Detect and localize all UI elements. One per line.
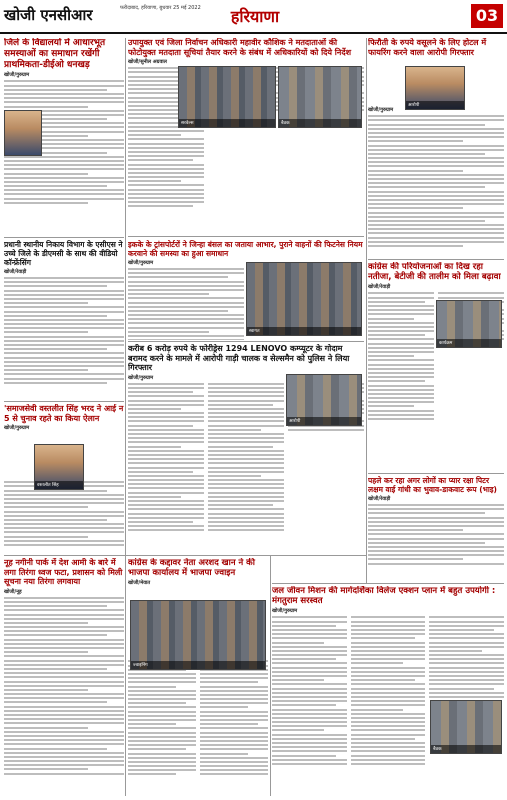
headline: कांग्रेस की परियोजनाओं का दिख रहा नतीजा, बेटीजी की तालीम को मिला बढ़ावा bbox=[368, 262, 501, 283]
article-body bbox=[128, 660, 268, 777]
headline: नूह नगीनी पार्क में देश आमी के बारे में लगा तिरंगा ध्वज फटा, प्रशासन को मिली सूचना नया तिरंगा लगवाया bbox=[4, 558, 123, 587]
byline: खोजी/रेवाड़ी bbox=[4, 269, 27, 275]
byline: खोजी/गुरुग्राम bbox=[368, 107, 394, 114]
row-rule bbox=[368, 473, 504, 474]
photo-transporters bbox=[246, 262, 362, 336]
headline: कांग्रेस के कद्दावर नेता अरशद खान ने की भाजपा कार्यालय में भाजपा ज्वाइन bbox=[128, 558, 255, 579]
photo-voter-meeting bbox=[178, 66, 276, 128]
masthead bbox=[0, 0, 507, 34]
headline: जिले के विद्यालयों में आधारभूत समस्याओं का समाधान रखेंगी प्राथमिकता-डीईओ धनखड़ bbox=[4, 38, 106, 70]
photo-caption: कार्यक्रम bbox=[437, 339, 501, 347]
article-love-of-people bbox=[368, 476, 504, 582]
article-body bbox=[4, 597, 124, 775]
headline: 'समाजसेवी वस्तलीत सिंह भरद ने आई न 5 से चुनाव रहते का किया ऐलान bbox=[4, 404, 124, 423]
byline: खोजी/रेवाड़ी bbox=[368, 284, 391, 291]
row-rule bbox=[4, 237, 124, 238]
byline: खोजी/रेवाड़ी bbox=[368, 496, 391, 502]
headline: इकके के ट्रांसपोर्टरों ने जिन्हा बंसल का जताया आभार, पुराने वाहनों की फिटनेस नियम करवाने की समस्या का हुआ समाधान bbox=[128, 240, 363, 258]
row-rule bbox=[4, 401, 124, 402]
row-rule bbox=[128, 341, 364, 342]
headline: पहले कर रहा अगर लोगों का प्यार रक्षा पिटर लक्षम वाई गांधी का भुवाव-डाकवाट रूप (भाइ) bbox=[368, 476, 497, 494]
article-body bbox=[4, 277, 124, 384]
byline: खोजी/गुरुग्राम bbox=[4, 72, 30, 79]
newspaper-logo: खोजी एनसीआर bbox=[4, 6, 93, 24]
photo-congress-event bbox=[436, 300, 502, 348]
row-rule bbox=[368, 259, 504, 260]
photo-caption: सरवेल्स bbox=[179, 119, 275, 127]
byline: खोजी/गुरुग्राम bbox=[272, 608, 298, 615]
headline: प्रधानी स्थानीय निकाय विभाग के एसीएस ने उच्चे जिले के डीएमसी के साथ की वीडियो कॉन्फ्रेंसिंग bbox=[4, 240, 123, 267]
byline: खोजी/गुरुग्राम bbox=[128, 260, 154, 266]
byline: खोजी/गुरुग्राम bbox=[4, 425, 30, 432]
article-video-conference bbox=[4, 240, 124, 400]
issue-meta: फरीदाबाद, हरियाणा, बुधवार 25 मई 2022 bbox=[120, 5, 201, 11]
photo-caption: ज्वाइनिंग bbox=[131, 661, 265, 669]
photo-lenovo-accused bbox=[286, 374, 362, 426]
photo-officials bbox=[278, 66, 362, 128]
article-body bbox=[4, 481, 124, 546]
byline: खोजी/नूह bbox=[4, 588, 22, 595]
column-rule bbox=[270, 556, 271, 796]
photo-caption: बैठक bbox=[279, 119, 361, 127]
column-rule bbox=[366, 38, 367, 584]
row-rule bbox=[272, 583, 504, 584]
row-rule bbox=[128, 236, 364, 237]
article-jal-jeevan-mission bbox=[272, 586, 504, 796]
article-body bbox=[368, 115, 504, 247]
article-arshad-khan bbox=[128, 558, 268, 796]
byline: खोजी/सुनील अग्रवाल bbox=[128, 59, 167, 66]
headline: उपायुक्त एवं जिला निर्वाचन अधिकारी महावीर कौशिक ने मतदाताओं की फोटोयुक्त मतदाता सूचियां तैयार करने के संबंध में अधिकारियों को दिये निर्देश bbox=[128, 38, 352, 57]
article-body bbox=[368, 504, 504, 565]
article-flag bbox=[4, 558, 124, 796]
photo-caption: वस्तलीत सिंह bbox=[35, 481, 83, 489]
photo-deo bbox=[4, 110, 42, 156]
article-congress-projects bbox=[368, 262, 504, 472]
page-number: 03 bbox=[471, 4, 503, 28]
photo-social-worker bbox=[34, 444, 84, 490]
byline: खोजी/मेवात bbox=[128, 580, 151, 587]
headline: करीब 6 करोड़ रुपये के फोरीड्रेस 1294 LENOVO कम्प्यूटर के गोदाम बरामद करने के मामले में आरोपी गाड़ी चालक व सेल्समैन को पुलिस ने लिया गिरफ्तार bbox=[128, 344, 350, 373]
photo-caption: स्वागत bbox=[247, 327, 361, 335]
photo-caption: बैठक bbox=[431, 745, 501, 753]
photo-bjp-joining bbox=[130, 600, 266, 670]
column-rule bbox=[125, 38, 126, 796]
row-rule bbox=[4, 555, 366, 556]
headline: फिरौती के रुपये वसूलने के लिए होटल में फायरिंग करने वाला आरोपी गिरफ्तार bbox=[368, 38, 487, 57]
section-title: हरियाणा bbox=[230, 7, 280, 26]
photo-caption: आरोपी bbox=[406, 101, 464, 109]
photo-accused bbox=[405, 66, 465, 110]
byline: खोजी/गुरुग्राम bbox=[128, 374, 154, 381]
photo-caption: आरोपी bbox=[287, 417, 361, 425]
photo-jal-meeting bbox=[430, 700, 502, 754]
headline: जल जीवन मिशन की मार्गदर्शिका विलेज एक्शन प्लान में बहुत उपयोगी : मंगतुराम सरस्वत bbox=[272, 586, 496, 607]
